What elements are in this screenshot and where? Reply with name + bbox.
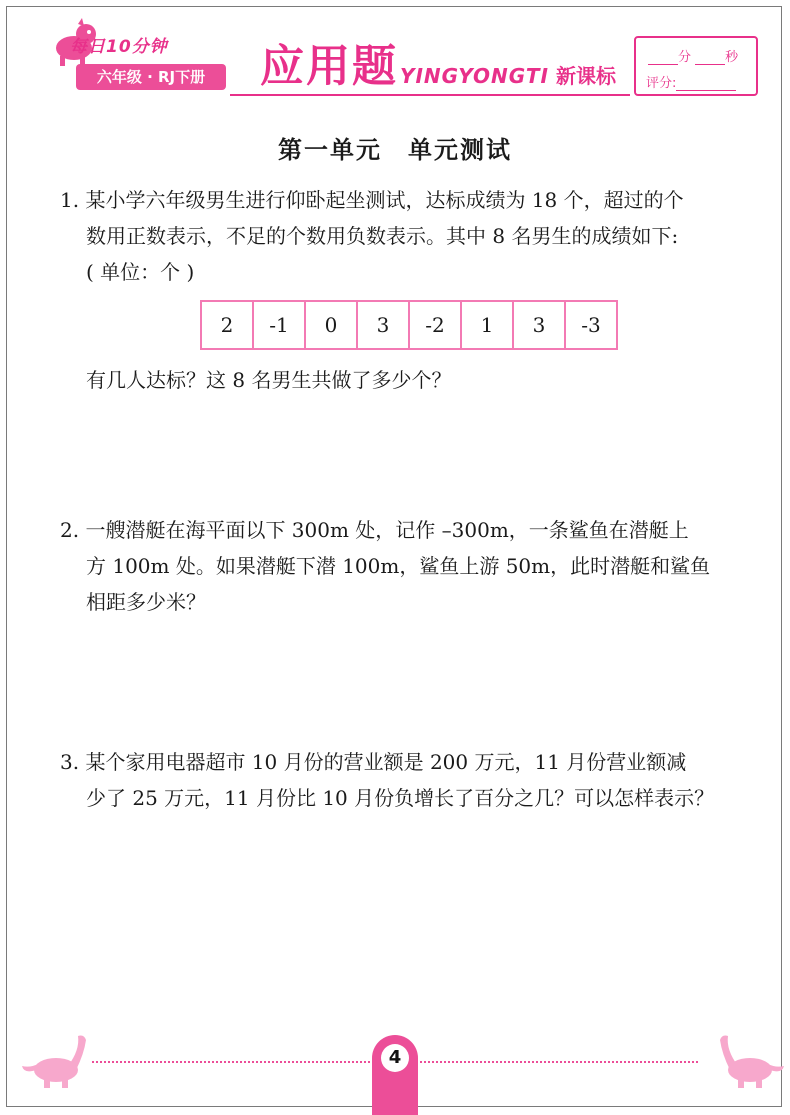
logo — [48, 18, 238, 94]
page-number: 4 — [381, 1044, 409, 1072]
seconds-label: 秒 — [725, 50, 739, 65]
question-line: 数用正数表示，不足的个数用负数表示。其中 8 名男生的成绩如下: — [86, 224, 679, 248]
minutes-label: 分 — [678, 50, 692, 65]
grade-badge: 六年级 · RJ下册 — [76, 64, 226, 90]
table-cell: 2 — [201, 301, 253, 349]
question-1 — [60, 182, 740, 290]
score-row — [646, 72, 736, 91]
table-cell: -1 — [253, 301, 305, 349]
minutes-blank — [648, 52, 678, 65]
question-line: 3. 某个家用电器超市 10 月份的营业额是 200 万元，11 月份营业额减 — [60, 750, 687, 774]
question-line: ( 单位：个 ) — [86, 260, 195, 284]
score-box — [634, 36, 758, 96]
score-label: 评分: — [646, 76, 677, 91]
dinosaur-icon — [18, 1030, 98, 1090]
table-cell: 3 — [513, 301, 565, 349]
book-title: 应用题 — [260, 41, 398, 92]
question-line: 有几人达标？这 8 名男生共做了多少个？ — [86, 368, 452, 392]
question-line: 方 100m 处。如果潜艇下潜 100m，鲨鱼上游 50m，此时潜艇和鲨鱼 — [86, 554, 711, 578]
table-cell: -3 — [565, 301, 617, 349]
question-line: 少了 25 万元，11 月份比 10 月份负增长了百分之几？可以怎样表示？ — [86, 786, 715, 810]
table-cell: -2 — [409, 301, 461, 349]
scores-table — [200, 300, 618, 350]
table-cell: 0 — [305, 301, 357, 349]
question-2 — [60, 512, 740, 620]
table-cell: 3 — [357, 301, 409, 349]
header-divider — [230, 94, 630, 96]
time-row — [648, 46, 738, 65]
question-line: 相距多少米？ — [86, 590, 206, 614]
dinosaur-icon — [708, 1030, 788, 1090]
question-3 — [60, 744, 740, 816]
book-title-pinyin: YINGYONGTI — [400, 64, 549, 88]
question-line: 1. 某小学六年级男生进行仰卧起坐测试，达标成绩为 18 个，超过的个 — [60, 188, 684, 212]
table-cell: 1 — [461, 301, 513, 349]
header — [20, 16, 772, 96]
seconds-blank — [695, 52, 725, 65]
question-1-prompt — [60, 362, 740, 398]
score-blank — [676, 78, 736, 91]
unit-title: 第一单元 单元测试 — [278, 136, 512, 164]
logo-text: 每日10分钟 — [70, 37, 168, 57]
question-line: 2. 一艘潜艇在海平面以下 300m 处，记作 –300m，一条鲨鱼在潜艇上 — [60, 518, 689, 542]
table-row — [201, 301, 617, 349]
curriculum-label: 新课标 — [556, 64, 616, 88]
